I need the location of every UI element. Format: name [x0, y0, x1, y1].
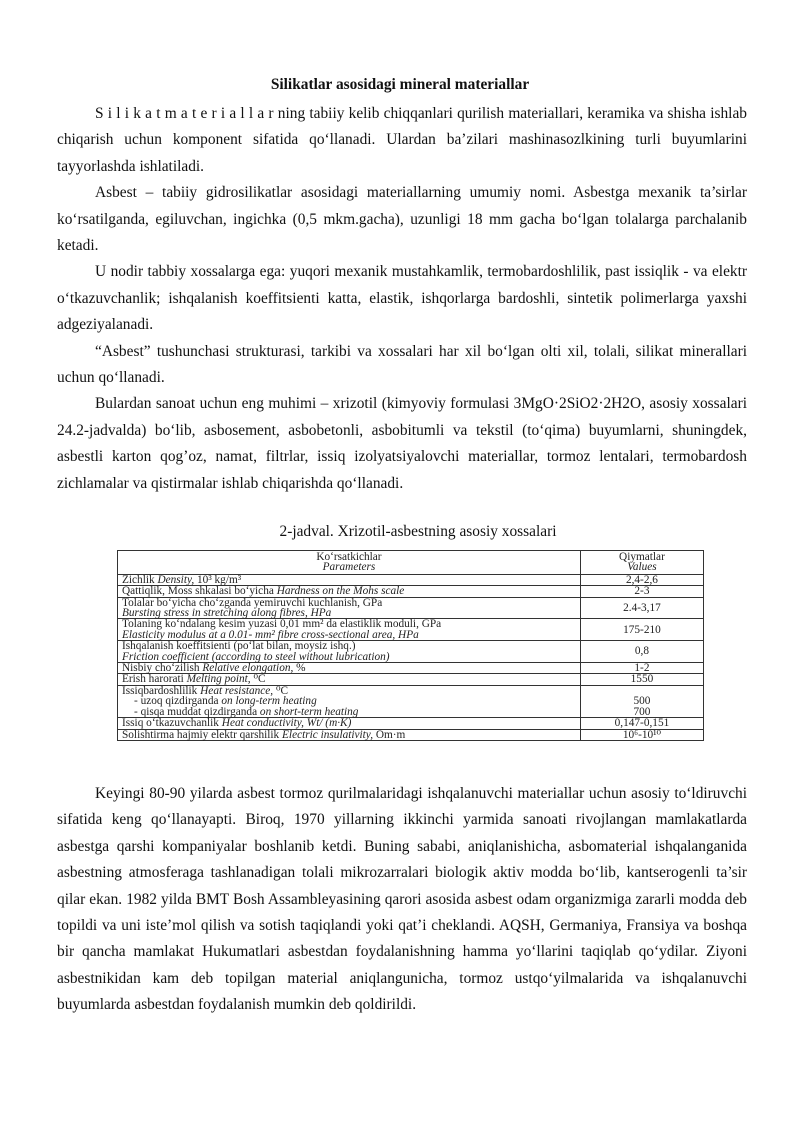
intro-text: ning tabiiy kelib chiqqanlari qurilish materiallari, keramika va shisha ishlab chiqarish uchun komponent sifatida qo‘llanadi. Ulardan ba’zilari mashinasozlkining turli buyumlarini tayyorlashda ishlatiladi. — [57, 105, 747, 175]
row-parameter: Solishtirma hajmiy elektr qarshilik Electric insulativity, Om·m — [118, 729, 581, 740]
table-caption: 2-jadval. Xrizotil-asbestning asosiy xossalari — [279, 523, 557, 540]
row-value: 10⁶-10¹⁰ — [580, 729, 703, 740]
sub-value: 700 — [633, 705, 651, 718]
table-row — [118, 641, 704, 663]
sub-parameter: - uzoq qizdirganda on long-term heating — [134, 695, 317, 708]
table-row — [118, 674, 704, 685]
document-title: Silikatlar asosidagi mineral materiallar — [270, 76, 530, 93]
table-row — [118, 718, 704, 729]
row-parameter: Nisbiy cho‘zilish Relative elongation, % — [118, 663, 581, 674]
sub-value: 500 — [633, 695, 651, 708]
row-value: 175-210 — [580, 619, 703, 641]
row-parameter: Ishqalanish koeffitsienti (po‘lat bilan, moysiz ishq.) Friction coefficient (according to steel without lubrication) — [118, 641, 581, 663]
table-row — [118, 574, 704, 585]
header-values-uz: Qiymatlar — [619, 551, 665, 563]
spaced-term: S i l i k a t m a t e r i a l l a r — [95, 105, 274, 122]
paragraph: “Asbest” tushunchasi strukturasi, tarkibi va xossalari har xil bo‘lgan olti xil, tolali, silikat minerallari uchun qo‘llanadi. — [57, 342, 747, 387]
paragraph: Bulardan sanoat uchun eng muhimi – xrizotil (kimyoviy formulasi 3MgO·2SiO2·2H2O, asosiy xossalari 24.2-jadvalda) bo‘lib, asbosement, asbobetonli, asbobitumli va tekstil (to‘qima) buyumlarni, shuningdek, asbestli karton qog’oz, namat, filtrlar, issiq izolyatsiyalovchi materiallar, tormoz lentalari, termobardosh zichlamalar va qistirmalar ishlab chiqarishda qo‘llanadi. — [57, 395, 747, 492]
row-value: 1550 — [580, 674, 703, 685]
row-parameter: Qattiqlik, Moss shkalasi bo‘yicha Hardness on the Mohs scale — [118, 586, 581, 597]
table-row — [118, 729, 704, 740]
table-row — [118, 619, 704, 641]
row-value: 2-3 — [580, 586, 703, 597]
row-value: 0,147-0,151 — [580, 718, 703, 729]
table-row — [118, 586, 704, 597]
text-block-top — [57, 101, 747, 497]
header-values — [580, 551, 703, 575]
header-parameters-en: Parameters — [322, 561, 376, 574]
row-value: 2.4-3,17 — [580, 597, 703, 619]
header-parameters-uz: Ko‘rsatkichlar — [316, 551, 382, 563]
sub-parameter: - qisqa muddat qizdirganda on short-term heating — [134, 705, 359, 718]
table-header-row — [118, 551, 704, 575]
text-block-bottom — [57, 781, 747, 1019]
row-value — [580, 685, 703, 717]
table-row — [118, 685, 704, 717]
paragraph-intro — [57, 101, 747, 180]
row-parameter: Erish harorati Melting point, ⁰C — [118, 674, 581, 685]
row-value: 1-2 — [580, 663, 703, 674]
row-parameter: Tolaning ko‘ndalang kesim yuzasi 0,01 mm² da elastiklik moduli, GPa Elasticity modulus at a 0.01- mm² fibre cross-sectional area, HPa — [118, 619, 581, 641]
paragraph: Keyingi 80-90 yilarda asbest tormoz qurilmalaridagi ishqalanuvchi materiallar uchun asosiy to‘ldiruvchi sifatida keng qo‘llanayapti. Biroq, 1970 yillarning ikkinchi yarmida sanoati rivojlangan mamlakatlarda asbestga qarshi kompaniyalar boshlanib ketdi. Buning sababi, aniqlanishicha, asbomaterial ishqalanganida asbestning atmosferaga tashlanadigan tolali mikrozarralari biologik aktiv modda bo‘lib, kantserogenli ta’sir qilar ekan. 1982 yilda BMT Bosh Assambleyasining qarori asosida asbest odam organizmiga zararli modda deb topildi va uni iste’mol qilish va sotish taqiqlandi yoki qat’i cheklandi. AQSH, Germaniya, Fransiya va boshqa bir qancha mamlakat Hukumatlari asbestdan foydalanishning hamma yo‘llarini taqiqlab qo‘ydilar. Ziyoni asbestnikidan kam deb topilgan material aniqlangunicha, tormoz ustqo‘yilmalarida va ishqalanuvchi buyumlarda asbestdan foydalanish mumkin deb qoldirildi. — [57, 785, 747, 1014]
row-parameter: Issiq o‘tkazuvchanlik Heat conductivity, Wt/ (m·K) — [118, 718, 581, 729]
table-row — [118, 597, 704, 619]
header-parameters — [118, 551, 581, 575]
properties-table — [117, 550, 704, 741]
row-value: 0,8 — [580, 641, 703, 663]
row-value: 2,4-2,6 — [580, 574, 703, 585]
row-parameter: Tolalar bo‘yicha cho‘zganda yemiruvchi kuchlanish, GPa Bursting stress in stretching along fibres, HPa — [118, 597, 581, 619]
row-parameter: Zichlik Density, 10³ kg/m³ — [118, 574, 581, 585]
header-values-en: Values — [627, 561, 657, 574]
paragraph: U nodir tabbiy xossalarga ega: yuqori mexanik mustahkamlik, termobardoshlilik, past issiqlik - va elektr o‘tkazuvchanlik; ishqalanish koeffitsienti katta, elastik, ishqorlarga bardoshli, sintetik polimerlarga yaxshi adgeziyalanadi. — [57, 263, 747, 334]
table-row — [118, 663, 704, 674]
paragraph: Asbest – tabiiy gidrosilikatlar asosidagi materiallarning umumiy nomi. Asbestga mexanik ta’sirlar ko‘rsatilganda, egiluvchan, ingichka (0,5 mkm.gacha), uzunligi 18 mm gacha bo‘lgan tolalarga parchalanib ketadi. — [57, 184, 747, 255]
row-parameter: Issiqbardoshlilik Heat resistance, ⁰C - uzoq qizdirganda on long-term heating - qisqa muddat qizdirganda on short-term heating — [118, 685, 581, 717]
